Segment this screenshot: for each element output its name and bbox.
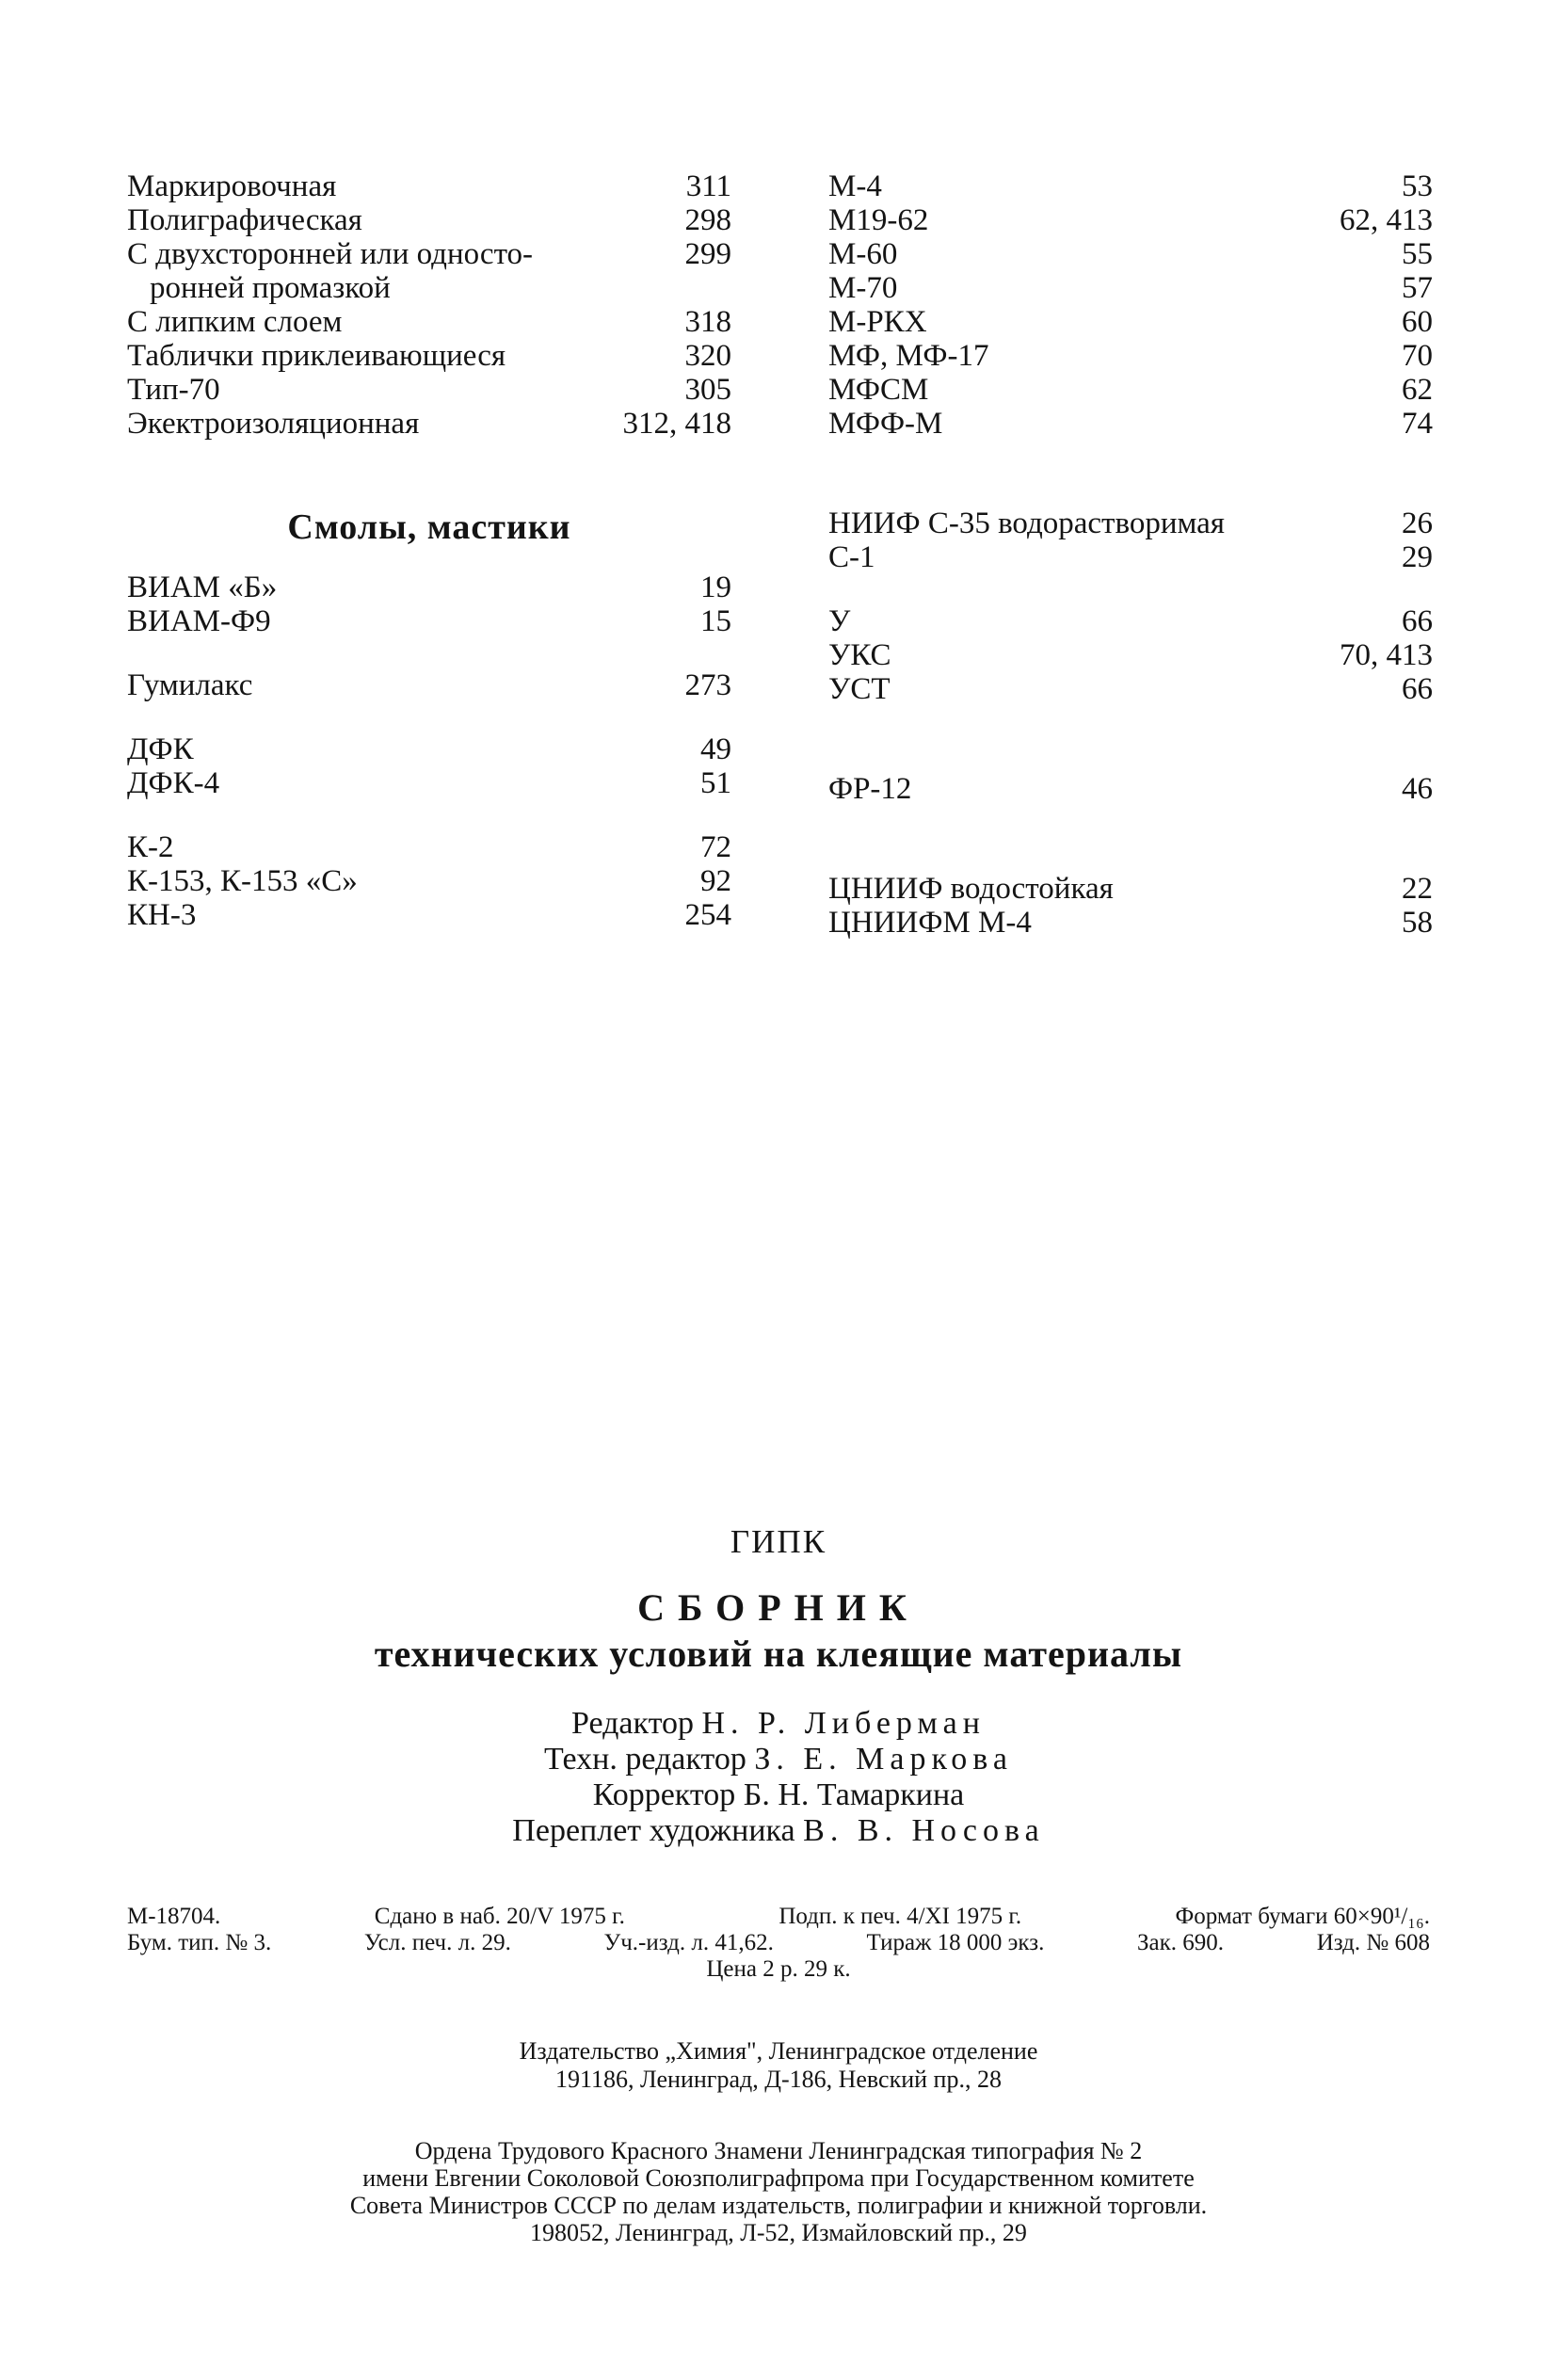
entry-title: С двухсторонней или односто- <box>127 237 534 271</box>
credit-line <box>0 1742 1557 1777</box>
index-entry <box>828 772 1433 806</box>
entry-title: ЦНИИФ водостойкая <box>828 872 1114 906</box>
book-subtitle: технических условий на клеящие материалы <box>374 1632 1183 1675</box>
entry-pages: 46 <box>1402 772 1433 806</box>
entry-title-continuation: ронней промазкой <box>150 271 391 305</box>
index-entry <box>828 638 1433 672</box>
entry-pages: 72 <box>700 830 731 864</box>
entry-title: КН-3 <box>127 898 197 932</box>
index-entry <box>127 732 731 766</box>
index-entry <box>127 203 731 237</box>
entry-pages: 305 <box>684 373 731 407</box>
spacer <box>127 441 731 507</box>
spacer <box>828 574 1433 604</box>
credit-line <box>0 1777 1557 1813</box>
entry-pages: 66 <box>1402 604 1433 638</box>
print-data-row <box>127 1904 1430 1930</box>
print-data-item: Тираж 18 000 экз. <box>866 1930 1045 1955</box>
price: Цена 2 р. 29 к. <box>706 1956 851 1982</box>
entry-pages: 298 <box>684 203 731 237</box>
printer-line: Совета Министров СССР по делам издательств, полиграфии и книжной торговли. <box>349 2192 1208 2219</box>
entry-pages: 66 <box>1402 672 1433 706</box>
print-data-item: Уч.-изд. л. 41,62. <box>603 1930 774 1955</box>
index-entry <box>828 540 1433 574</box>
index-entry <box>127 898 731 932</box>
publisher-code: ГИПК <box>730 1523 827 1560</box>
entry-title: ФР-12 <box>828 772 912 806</box>
entry-pages: 320 <box>684 339 731 373</box>
index-entry <box>127 339 731 373</box>
entry-title: С-1 <box>828 540 875 574</box>
entry-title: М-РКХ <box>828 305 927 339</box>
entry-title: МФ, МФ-17 <box>828 339 989 373</box>
entry-title: Полиграфическая <box>127 203 362 237</box>
credit-line <box>0 1813 1557 1849</box>
publisher-line: 191186, Ленинград, Д-186, Невский пр., 28 <box>555 2066 1002 2093</box>
print-data-item: Изд. № 608 <box>1316 1930 1430 1955</box>
entry-pages: 273 <box>684 668 731 702</box>
spacer <box>828 806 1433 872</box>
index-entry <box>127 766 731 800</box>
entry-pages: 57 <box>1402 271 1433 305</box>
entry-pages: 299 <box>684 237 731 271</box>
entry-pages: 60 <box>1402 305 1433 339</box>
credit-role: Техн. редактор <box>544 1742 746 1777</box>
entry-title: У <box>828 604 851 638</box>
publisher-address <box>0 2037 1557 2094</box>
entry-pages: 70, 413 <box>1340 638 1433 672</box>
entry-pages: 49 <box>700 732 731 766</box>
right-index-column <box>828 169 1433 940</box>
print-data <box>127 1904 1430 1983</box>
credit-role: Корректор <box>592 1777 736 1812</box>
entry-pages: 19 <box>700 571 731 604</box>
entry-title: Экектроизоляционная <box>127 407 420 441</box>
spacer <box>828 441 1433 507</box>
credit-person: Н. Р. Либерман <box>701 1706 986 1741</box>
entry-pages: 312, 418 <box>622 407 731 441</box>
index-entry <box>828 237 1433 271</box>
entry-pages: 29 <box>1402 540 1433 574</box>
entry-title: ВИАМ «Б» <box>127 571 278 604</box>
credits <box>0 1706 1557 1849</box>
entry-pages: 318 <box>684 305 731 339</box>
entry-pages: 26 <box>1402 507 1433 540</box>
entry-title: Тип-70 <box>127 373 220 407</box>
index-entry <box>828 604 1433 638</box>
credit-role: Переплет художника <box>512 1813 795 1848</box>
index-entry <box>127 407 731 441</box>
printer-line: 198052, Ленинград, Л-52, Измайловский пр., 29 <box>530 2219 1027 2246</box>
entry-title-wrapper <box>127 237 685 305</box>
left-index-column <box>127 169 731 932</box>
entry-title: Гумилакс <box>127 668 253 702</box>
entry-title: УКС <box>828 638 891 672</box>
index-entry <box>127 305 731 339</box>
credit-line <box>0 1706 1557 1742</box>
index-entry <box>828 373 1433 407</box>
book-title: СБОРНИК <box>637 1586 920 1629</box>
index-entry <box>127 373 731 407</box>
credit-person: Б. Н. Тамаркина <box>743 1777 965 1812</box>
imprint-block <box>0 1523 1557 2246</box>
print-data-item: Сдано в наб. 20/V 1975 г. <box>374 1904 625 1929</box>
index-entry <box>828 305 1433 339</box>
print-data-item: Формат бумаги 60×90¹/₁₆. <box>1175 1904 1430 1929</box>
spacer <box>828 706 1433 772</box>
index-entry <box>828 872 1433 906</box>
entry-title: М19-62 <box>828 203 929 237</box>
entry-title: МФСМ <box>828 373 929 407</box>
index-entry <box>127 830 731 864</box>
print-data-item: Зак. 690. <box>1137 1930 1225 1955</box>
print-data-item: Усл. печ. л. 29. <box>363 1930 511 1955</box>
printer-line: Ордена Трудового Красного Знамени Ленинградская типография № 2 <box>414 2137 1143 2164</box>
section-heading: Смолы, мастики <box>287 507 571 547</box>
index-entry <box>828 507 1433 540</box>
entry-title: УСТ <box>828 672 891 706</box>
print-data-item: Бум. тип. № 3. <box>127 1930 272 1955</box>
print-data-item: М-18704. <box>127 1904 221 1929</box>
spacer <box>127 702 731 732</box>
credit-role: Редактор <box>571 1706 694 1741</box>
entry-pages: 311 <box>685 169 731 203</box>
publisher-line: Издательство „Химия", Ленинградское отделение <box>519 2037 1038 2065</box>
entry-title: К-153, К-153 «С» <box>127 864 358 898</box>
entry-title: М-4 <box>828 169 882 203</box>
entry-title: М-70 <box>828 271 898 305</box>
entry-pages: 74 <box>1402 407 1433 441</box>
entry-title: Маркировочная <box>127 169 337 203</box>
entry-pages: 254 <box>684 898 731 932</box>
entry-pages: 51 <box>700 766 731 800</box>
entry-title: ДФК <box>127 732 194 766</box>
print-data-item: Подп. к печ. 4/XI 1975 г. <box>778 1904 1022 1929</box>
entry-pages: 70 <box>1402 339 1433 373</box>
entry-pages: 53 <box>1402 169 1433 203</box>
credit-person: З. Е. Маркова <box>754 1742 1013 1777</box>
index-entry <box>127 571 731 604</box>
index-entry <box>828 169 1433 203</box>
index-entry <box>127 169 731 203</box>
entry-pages: 55 <box>1402 237 1433 271</box>
entry-title: ЦНИИФМ М-4 <box>828 906 1032 940</box>
entry-pages: 62 <box>1402 373 1433 407</box>
index-entry <box>127 864 731 898</box>
index-entry <box>127 237 731 305</box>
index-entry <box>828 203 1433 237</box>
index-entry <box>828 407 1433 441</box>
entry-pages: 58 <box>1402 906 1433 940</box>
entry-title: ВИАМ-Ф9 <box>127 604 271 638</box>
index-entry <box>127 668 731 702</box>
printer-line: имени Евгении Соколовой Союзполиграфпрома при Государственном комитете <box>362 2164 1195 2192</box>
entry-title: С липким слоем <box>127 305 343 339</box>
entry-title: МФФ-М <box>828 407 943 441</box>
printer-address <box>0 2137 1557 2246</box>
index-entry <box>828 906 1433 940</box>
entry-title: К-2 <box>127 830 174 864</box>
index-entry <box>127 604 731 638</box>
entry-title: НИИФ С-35 водорастворимая <box>828 507 1225 540</box>
credit-person: В. В. Носова <box>803 1813 1045 1848</box>
spacer <box>127 638 731 668</box>
spacer <box>127 800 731 830</box>
index-entry <box>828 672 1433 706</box>
entry-title: ДФК-4 <box>127 766 220 800</box>
entry-title: М-60 <box>828 237 898 271</box>
entry-pages: 92 <box>700 864 731 898</box>
entry-title: Таблички приклеивающиеся <box>127 339 506 373</box>
index-entry <box>828 339 1433 373</box>
entry-pages: 22 <box>1402 872 1433 906</box>
print-data-row <box>127 1930 1430 1956</box>
index-entry <box>828 271 1433 305</box>
entry-pages: 62, 413 <box>1340 203 1433 237</box>
entry-pages: 15 <box>700 604 731 638</box>
